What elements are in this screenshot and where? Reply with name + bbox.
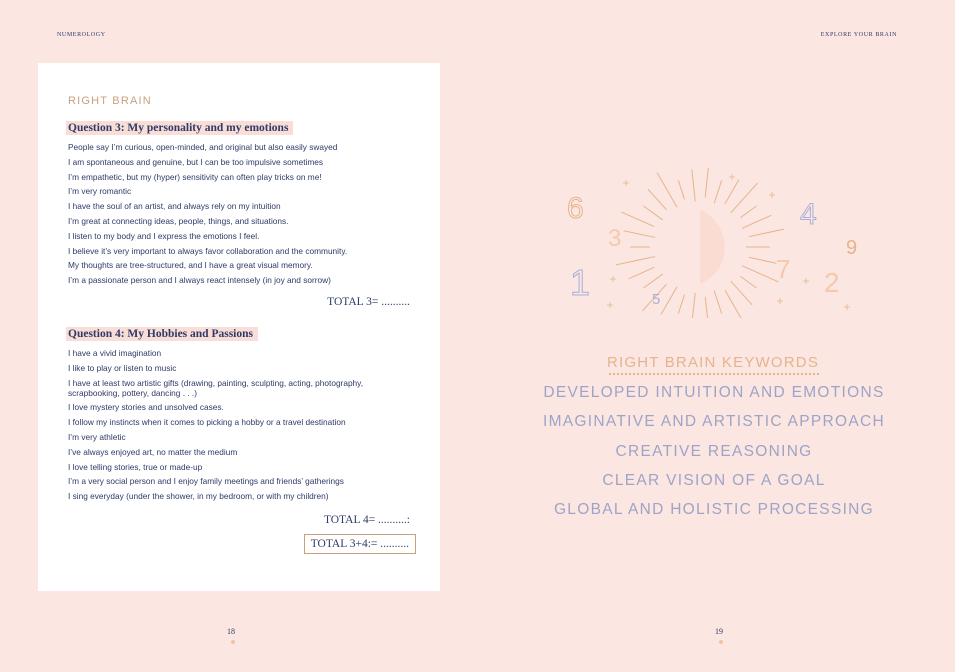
- running-head-left: NUMEROLOGY: [57, 32, 106, 38]
- keyword-item: IMAGINATIVE AND ARTISTIC APPROACH: [542, 413, 886, 431]
- keywords-title: RIGHT BRAIN KEYWORDS: [606, 354, 820, 371]
- number-3: 3: [608, 225, 622, 252]
- total-4: TOTAL 4= ..........:: [323, 514, 410, 526]
- sun-ray: [742, 215, 771, 228]
- keyword-item: GLOBAL AND HOLISTIC PROCESSING: [553, 501, 875, 519]
- sun-numbers-illustration: [560, 168, 860, 318]
- questionnaire-card: [38, 63, 440, 591]
- section-title: RIGHT BRAIN: [68, 95, 152, 107]
- question-3-title: Question 3: My personality and my emotions: [66, 121, 293, 135]
- keyword-item: CLEAR VISION OF A GOAL: [602, 471, 826, 489]
- keyword-item: DEVELOPED INTUITION AND EMOTIONS: [543, 384, 885, 401]
- sun-ray: [691, 293, 695, 318]
- list-item: I’ve always enjoyed art, no matter the medium: [68, 446, 238, 457]
- sparkle-icon: [844, 304, 850, 310]
- sun-ray: [731, 281, 752, 305]
- sun-ray: [648, 189, 667, 210]
- list-item: I have a vivid imagination: [68, 348, 162, 358]
- sun-ray: [643, 274, 662, 288]
- sun-ray: [714, 291, 721, 314]
- list-item: I have at least two artistic gifts (drawing, painting, sculpting, acting, photography, scrapbooking, pottery, dancing . . .): [68, 377, 364, 398]
- sun-ray: [749, 229, 784, 236]
- question-4-list: [68, 348, 408, 506]
- sun-ray: [725, 290, 743, 318]
- sparkle-icon: [610, 276, 616, 282]
- list-item: People say I’m curious, open-minded, and original but also easily swayed: [68, 142, 338, 152]
- number-7: 7: [776, 254, 791, 284]
- number-1: 1: [570, 262, 591, 303]
- total-3: TOTAL 3= ..........: [327, 296, 410, 308]
- number-4: 4: [800, 198, 817, 231]
- page-number-right: 19: [715, 627, 723, 636]
- list-item: I listen to my body and I express the emotions I feel.: [68, 230, 260, 241]
- sun-ray: [616, 257, 655, 265]
- list-item: I’m very athletic: [68, 431, 126, 442]
- sun-ray: [714, 180, 721, 203]
- list-item: I’m a passionate person and I always react intensely (in joy and sorrow): [68, 275, 331, 286]
- sparkle-icon: [769, 192, 775, 198]
- list-item: I follow my instincts when it comes to picking a hobby or a travel destination: [68, 417, 346, 428]
- sun-ray: [643, 206, 662, 220]
- sun-ray: [621, 212, 654, 227]
- keywords-title-underline: [609, 373, 819, 375]
- list-item: I like to play or listen to music: [68, 362, 177, 373]
- running-head-right: EXPLORE YOUR BRAIN: [820, 32, 897, 38]
- list-item: I love telling stories, true or made-up: [68, 461, 203, 472]
- sun-ray: [692, 169, 695, 201]
- sparkle-icon: [777, 298, 783, 304]
- sun-ray: [629, 267, 655, 278]
- total-3-plus-4-box: TOTAL 3+4:= ..........: [304, 534, 416, 554]
- number-2: 2: [824, 267, 840, 298]
- half-sun-icon: [700, 210, 725, 284]
- keywords-list: [540, 382, 888, 528]
- sun-ray: [661, 287, 677, 315]
- sun-ray: [678, 295, 684, 314]
- sun-ray: [740, 206, 756, 218]
- question-4-title: Question 4: My Hobbies and Passions: [66, 327, 258, 341]
- list-item: I’m great at connecting ideas, people, things, and situations.: [68, 215, 289, 226]
- list-item: I’m very romantic: [68, 186, 132, 197]
- sun-ray: [705, 297, 708, 318]
- sun-ray: [705, 168, 709, 197]
- number-5: 5: [652, 291, 661, 308]
- page-number-dot-right: [719, 640, 723, 644]
- sun-ray: [749, 257, 776, 263]
- list-item: I’m empathetic, but my (hyper) sensitivity can often play tricks on me!: [68, 171, 322, 182]
- sparkle-icon: [803, 278, 809, 284]
- sun-ray: [725, 179, 739, 203]
- list-item: I sing everyday (under the shower, in my bedroom, or with my children): [68, 491, 329, 502]
- list-item: I love mystery stories and unsolved cases.: [68, 402, 224, 413]
- sun-ray: [678, 180, 684, 199]
- number-9: 9: [846, 237, 858, 259]
- list-item: I have the soul of an artist, and always rely on my intuition: [68, 201, 281, 212]
- page-number-left: 18: [227, 627, 235, 636]
- sparkle-icon: [623, 180, 629, 186]
- list-item: I am spontaneous and genuine, but I can be too impulsive sometimes: [68, 156, 324, 167]
- list-item: My thoughts are tree-structured, and I have a great visual memory.: [68, 260, 313, 271]
- list-item: I’m a very social person and I enjoy family meetings and friends’ gatherings: [68, 476, 344, 487]
- page-number-dot-left: [231, 640, 235, 644]
- sparkle-icon: [729, 174, 735, 180]
- sun-ray: [740, 276, 756, 288]
- sun-ray: [742, 266, 779, 282]
- question-3-list: [68, 142, 408, 290]
- keyword-item: CREATIVE REASONING: [615, 442, 813, 460]
- sparkle-stars: [607, 174, 850, 310]
- sparkle-icon: [607, 302, 613, 308]
- number-6: 6: [567, 192, 584, 225]
- list-item: I believe it’s very important to always favor collaboration and the community.: [68, 245, 348, 256]
- sun-ray: [624, 231, 655, 238]
